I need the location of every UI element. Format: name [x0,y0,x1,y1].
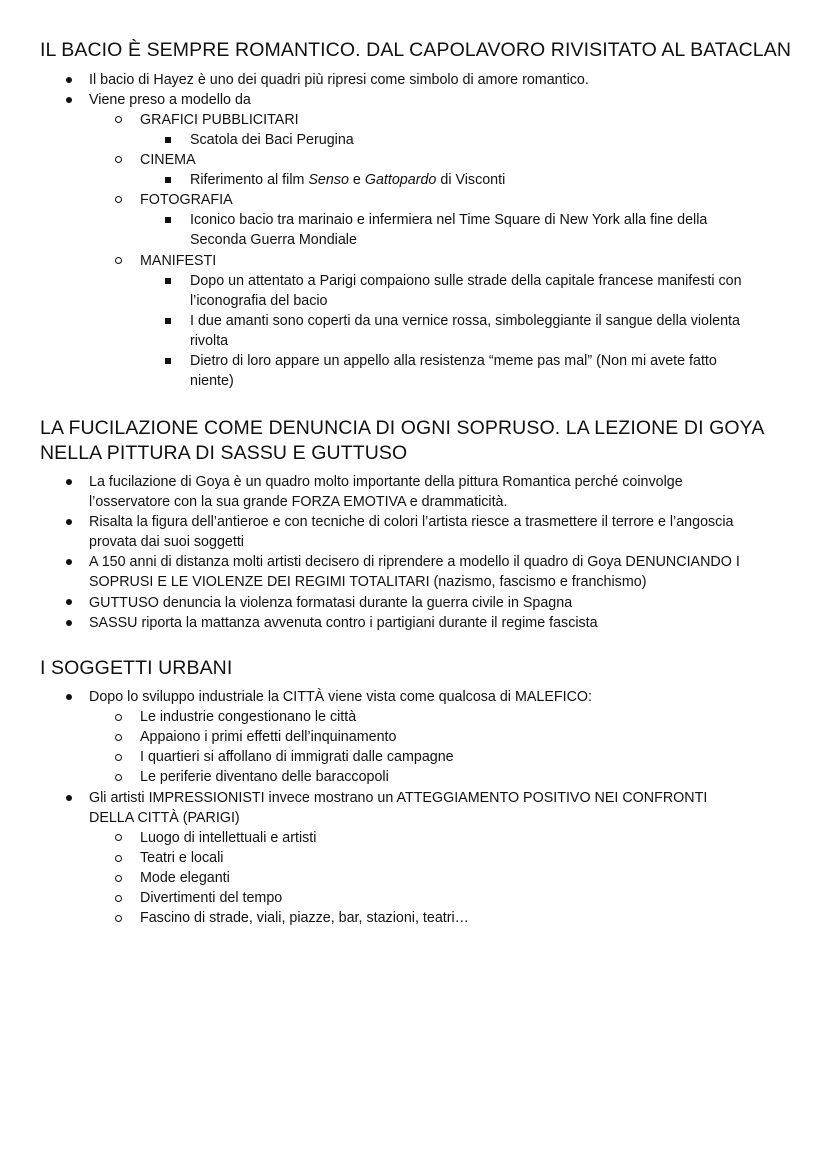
bullet-dot-icon [66,519,72,525]
text-run: Riferimento al film [190,172,309,188]
list-item: I due amanti sono coperti da una vernice rossa, simboleggiante il sangue della violenta [190,313,740,329]
list-item: Scatola dei Baci Perugina [190,132,354,148]
bullet-circle-icon [115,116,122,123]
list-item: A 150 anni di distanza molti artisti decisero di riprendere a modello il quadro di Goya DENUNCIANDO I [89,554,740,570]
bullet-circle-icon [115,875,122,882]
list-item-continuation: SOPRUSI E LE VIOLENZE DEI REGIMI TOTALITARI (nazismo, fascismo e franchismo) [89,574,647,590]
bullet-circle-icon [115,754,122,761]
list-item-continuation: DELLA CITTÀ (PARIGI) [89,810,240,826]
list-item: FOTOGRAFIA [140,192,233,208]
list-item: Appaiono i primi effetti dell’inquinamento [140,729,397,745]
bullet-dot-icon [66,97,72,103]
list-item: MANIFESTI [140,253,217,269]
section-2-title: LA FUCILAZIONE COME DENUNCIA DI OGNI SOPRUSO. LA LEZIONE DI GOYA [40,417,765,439]
bullet-square-icon [165,137,171,143]
section-1-title: IL BACIO È SEMPRE ROMANTICO. DAL CAPOLAVORO RIVISITATO AL BATACLAN [40,39,792,61]
section-3-title: I SOGGETTI URBANI [40,657,233,679]
bullet-dot-icon [66,599,72,605]
list-item: Risalta la figura dell’antieroe e con tecniche di colori l’artista riesce a trasmettere il terrore e l’angoscia [89,514,734,530]
bullet-circle-icon [115,734,122,741]
bullet-square-icon [165,358,171,364]
list-item: Dopo lo sviluppo industriale la CITTÀ viene vista come qualcosa di MALEFICO: [89,689,592,705]
list-item: Le periferie diventano delle baraccopoli [140,769,389,785]
bullet-circle-icon [115,895,122,902]
list-item-continuation: Seconda Guerra Mondiale [190,232,357,248]
list-item-continuation: l’iconografia del bacio [190,293,328,309]
bullet-square-icon [165,278,171,284]
list-item: SASSU riporta la mattanza avvenuta contro i partigiani durante il regime fascista [89,615,598,631]
list-item-continuation: l’osservatore con la sua grande FORZA EMOTIVA e drammaticità. [89,494,508,510]
list-item-continuation: rivolta [190,333,229,349]
list-item: CINEMA [140,152,196,168]
list-item-continuation: provata dai suoi soggetti [89,534,244,550]
list-item: Mode eleganti [140,870,230,886]
list-item: Dietro di loro appare un appello alla resistenza “meme pas mal” (Non mi avete fatto [190,353,717,369]
bullet-circle-icon [115,774,122,781]
bullet-circle-icon [115,915,122,922]
text-run: di Visconti [436,172,506,188]
list-item: Le industrie congestionano le città [140,709,357,725]
list-item: Viene preso a modello da [89,92,251,108]
bullet-dot-icon [66,620,72,626]
list-item: Iconico bacio tra marinaio e infermiera nel Time Square di New York alla fine della [190,212,708,228]
list-item: Fascino di strade, viali, piazze, bar, stazioni, teatri… [140,910,469,926]
list-item-continuation: niente) [190,373,234,389]
bullet-circle-icon [115,855,122,862]
list-item: Teatri e locali [140,850,224,866]
list-item: Gli artisti IMPRESSIONISTI invece mostrano un ATTEGGIAMENTO POSITIVO NEI CONFRONTI [89,790,708,806]
list-item: I quartieri si affollano di immigrati dalle campagne [140,749,454,765]
list-item: La fucilazione di Goya è un quadro molto importante della pittura Romantica perché coinvolge [89,474,683,490]
list-item [190,170,505,190]
bullet-circle-icon [115,156,122,163]
list-item: GRAFICI PUBBLICITARI [140,112,299,128]
bullet-dot-icon [66,77,72,83]
film-title: Gattopardo [364,172,437,188]
list-item: Il bacio di Hayez è uno dei quadri più ripresi come simbolo di amore romantico. [89,72,589,88]
bullet-square-icon [165,177,171,183]
bullet-dot-icon [66,559,72,565]
bullet-dot-icon [66,795,72,801]
text-run: e [348,172,365,188]
bullet-circle-icon [115,196,122,203]
bullet-circle-icon [115,714,122,721]
bullet-dot-icon [66,479,72,485]
bullet-square-icon [165,318,171,324]
film-title: Senso [308,172,349,188]
bullet-circle-icon [115,257,122,264]
section-2-title-continuation: NELLA PITTURA DI SASSU E GUTTUSO [40,442,408,464]
list-item: Dopo un attentato a Parigi compaiono sulle strade della capitale francese manifesti con [190,273,742,289]
bullet-square-icon [165,217,171,223]
bullet-dot-icon [66,694,72,700]
list-item: Luogo di intellettuali e artisti [140,830,317,846]
bullet-circle-icon [115,834,122,841]
list-item: Divertimenti del tempo [140,890,283,906]
list-item: GUTTUSO denuncia la violenza formatasi durante la guerra civile in Spagna [89,595,573,611]
